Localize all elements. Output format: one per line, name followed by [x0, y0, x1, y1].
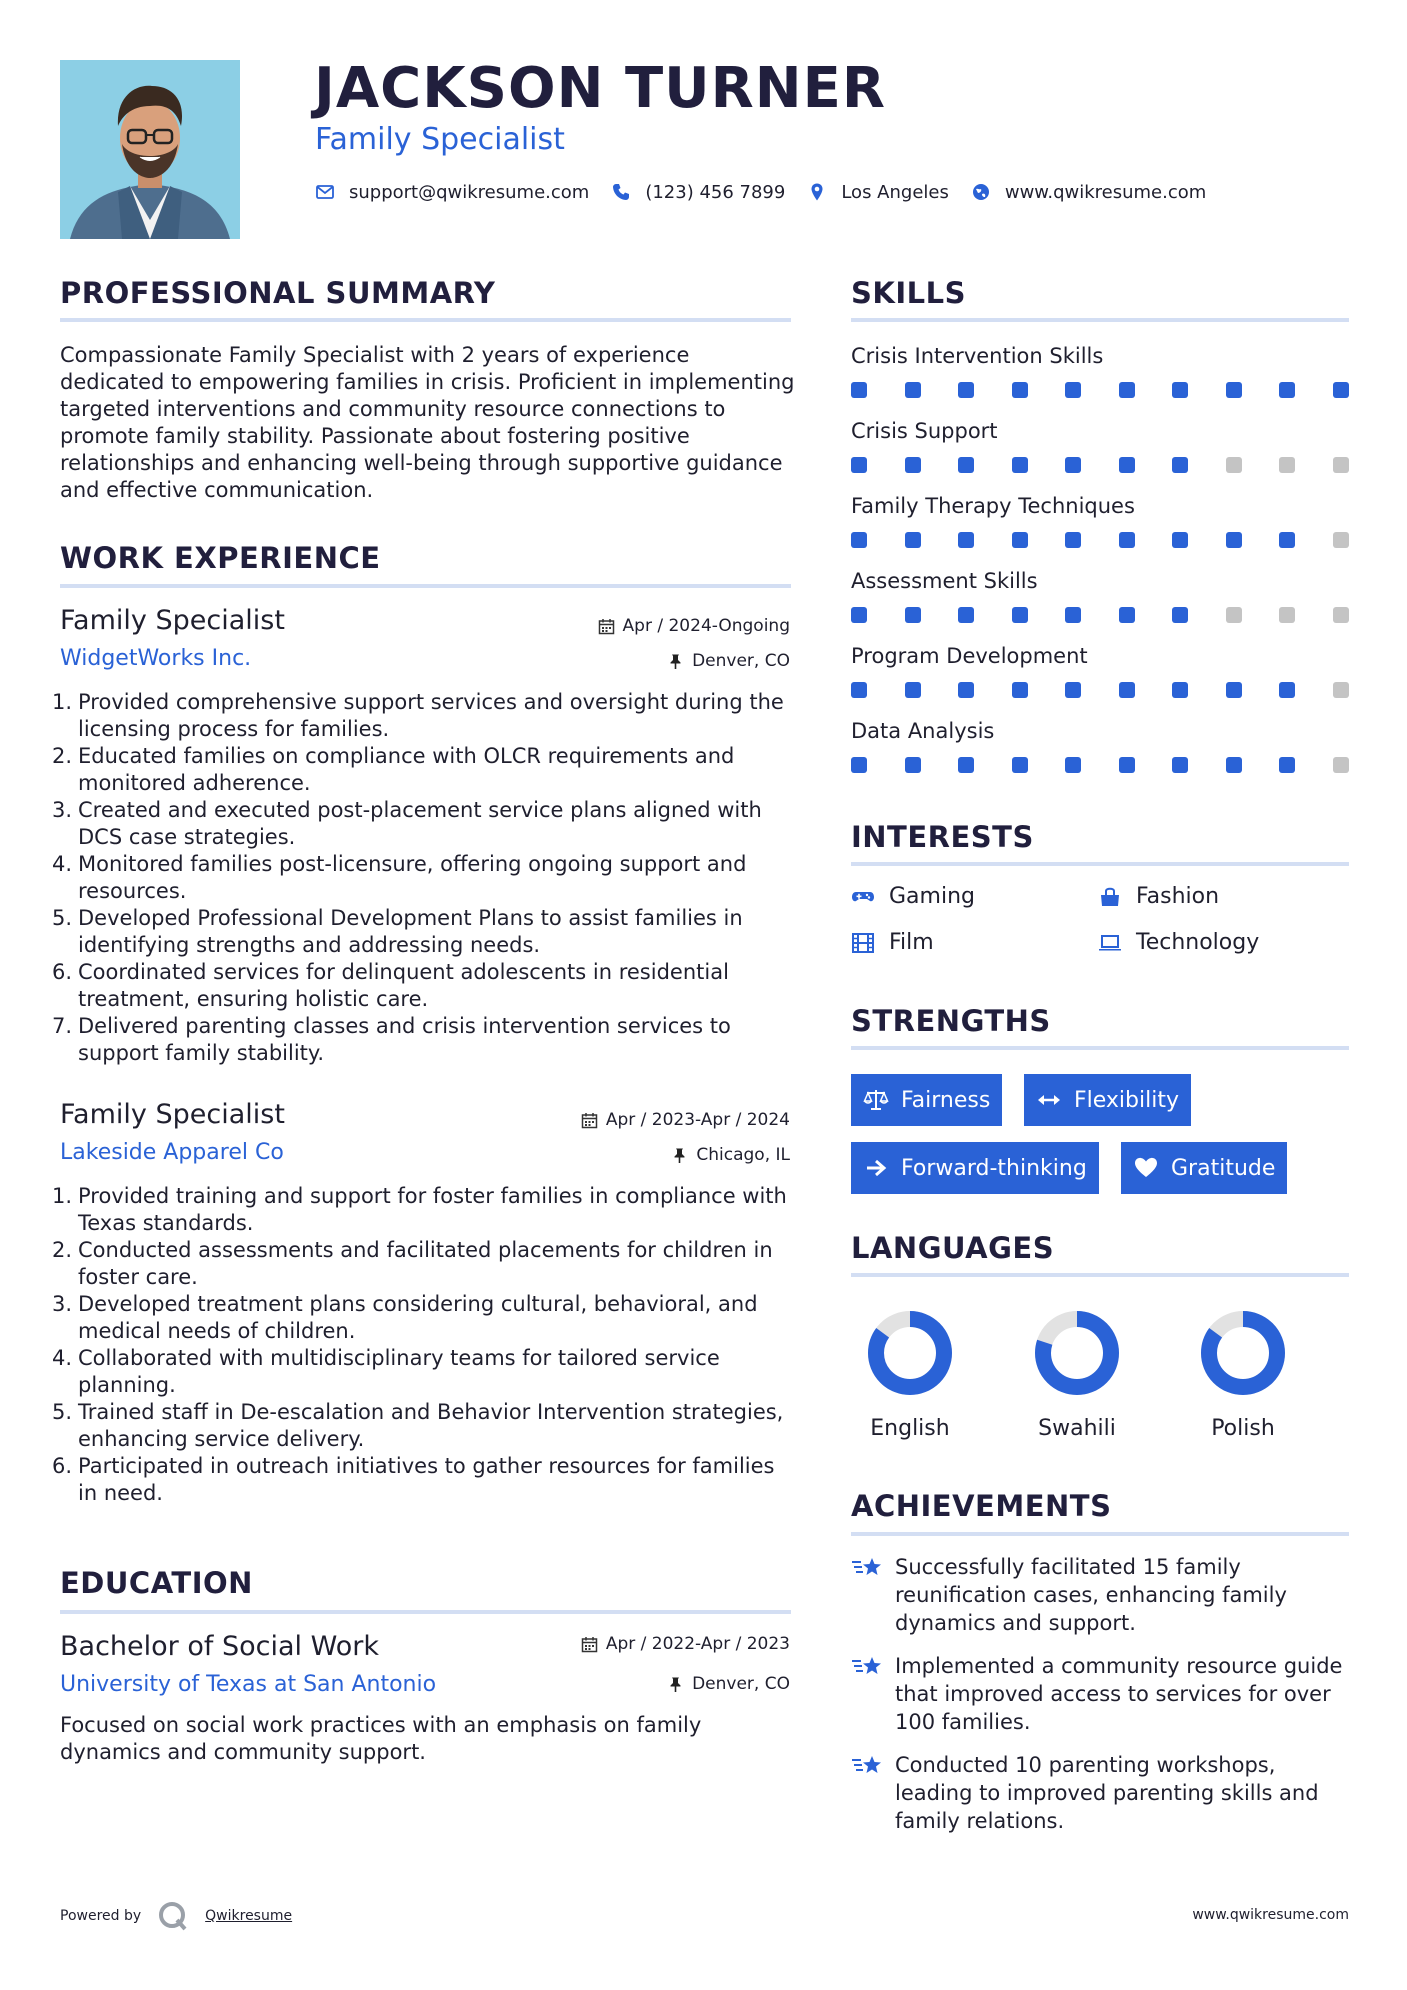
skill-dot-filled	[958, 457, 974, 473]
footer-url[interactable]: www.qwikresume.com	[1192, 1907, 1349, 1923]
summary-heading: PROFESSIONAL SUMMARY	[60, 276, 496, 310]
strength-badge: Fairness	[851, 1074, 1002, 1126]
skill-name: Program Development	[851, 644, 1088, 668]
laptop-icon	[1098, 931, 1122, 955]
skill-dot-filled	[1065, 757, 1081, 773]
skill-dot-empty	[1333, 532, 1349, 548]
gamepad-icon	[851, 885, 875, 909]
education-description: Focused on social work practices with an emphasis on family dynamics and community support.	[60, 1713, 702, 1764]
skill-dot-filled	[851, 682, 867, 698]
skill-name: Assessment Skills	[851, 569, 1038, 593]
profile-photo	[60, 60, 240, 239]
skill-dot-filled	[905, 382, 921, 398]
skill-dot-filled	[1012, 757, 1028, 773]
skill-dot-filled	[851, 457, 867, 473]
candidate-role: Family Specialist	[315, 122, 565, 157]
contact-phone-text: (123) 456 7899	[645, 181, 786, 203]
job-2-location	[671, 1145, 790, 1165]
skill-dot-filled	[1119, 457, 1135, 473]
skill-name: Family Therapy Techniques	[851, 494, 1135, 518]
contact-website[interactable]	[971, 182, 1206, 203]
job-2-date	[581, 1110, 790, 1130]
list-item: 3. Created and executed post-placement service plans aligned with DCS case strategies.	[52, 798, 762, 849]
skill-dot-filled	[1172, 757, 1188, 773]
job-1-location-text: Denver, CO	[692, 651, 790, 671]
list-item: 4. Collaborated with multidisciplinary teams for tailored service planning.	[52, 1346, 720, 1397]
skill-dot-filled	[1279, 532, 1295, 548]
skill-rating	[851, 682, 1349, 700]
education-date-text: Apr / 2022-Apr / 2023	[605, 1634, 790, 1654]
skills-heading: SKILLS	[851, 276, 966, 310]
interest-item: Fashion	[1098, 884, 1219, 909]
skill-dot-filled	[1279, 757, 1295, 773]
interest-item: Gaming	[851, 884, 975, 909]
skill-dot-filled	[958, 682, 974, 698]
skill-dot-filled	[958, 757, 974, 773]
list-item: 4. Monitored families post-licensure, offering ongoing support and resources.	[52, 852, 747, 903]
skills-rule	[851, 318, 1349, 322]
job-2-bullets	[52, 1183, 792, 1507]
achievement-item: Implemented a community resource guide that improved access to services for over 100 families.	[851, 1652, 1351, 1736]
interest-item: Film	[851, 930, 934, 955]
skill-name: Crisis Intervention Skills	[851, 344, 1104, 368]
shooting-star-icon	[851, 1751, 885, 1781]
skill-dot-filled	[905, 757, 921, 773]
contact-phone[interactable]	[611, 182, 785, 203]
skill-dot-filled	[851, 757, 867, 773]
interests-rule	[851, 862, 1349, 866]
skill-dot-filled	[958, 382, 974, 398]
arrow-right-icon	[863, 1155, 889, 1181]
skill-dot-filled	[1226, 532, 1242, 548]
contact-bar	[315, 178, 1228, 206]
skill-dot-filled	[958, 607, 974, 623]
strength-badge: Flexibility	[1024, 1074, 1191, 1126]
skill-dot-empty	[1279, 457, 1295, 473]
skill-dot-filled	[1279, 682, 1295, 698]
skill-dot-empty	[1333, 682, 1349, 698]
map-pin-icon	[807, 182, 827, 202]
language-label: English	[870, 1416, 950, 1441]
list-item: 6. Participated in outreach initiatives to gather resources for families in need.	[52, 1454, 775, 1505]
skill-dot-filled	[1119, 532, 1135, 548]
skill-dot-filled	[905, 607, 921, 623]
skill-rating	[851, 457, 1349, 475]
skill-dot-filled	[958, 532, 974, 548]
education-rule	[60, 1610, 791, 1614]
language-ring	[1034, 1310, 1120, 1396]
skill-dot-filled	[1279, 382, 1295, 398]
achievements-heading: ACHIEVEMENTS	[851, 1489, 1112, 1523]
education-degree: Bachelor of Social Work	[60, 1631, 379, 1662]
skill-dot-filled	[1065, 382, 1081, 398]
job-1-title: Family Specialist	[60, 605, 285, 636]
skill-rating	[851, 757, 1349, 775]
skill-dot-filled	[1172, 682, 1188, 698]
job-1-company[interactable]: WidgetWorks Inc.	[60, 646, 252, 671]
balance-scale-icon	[863, 1087, 889, 1113]
language-ring	[1200, 1310, 1286, 1396]
education-school[interactable]: University of Texas at San Antonio	[60, 1672, 437, 1697]
skill-rating	[851, 532, 1349, 550]
skill-dot-filled	[1172, 532, 1188, 548]
candidate-name: JACKSON TURNER	[314, 56, 887, 121]
skill-dot-filled	[851, 382, 867, 398]
skill-dot-empty	[1226, 607, 1242, 623]
skill-dot-filled	[1172, 457, 1188, 473]
skill-dot-filled	[1065, 607, 1081, 623]
languages-heading: LANGUAGES	[851, 1231, 1055, 1265]
list-item: 6. Coordinated services for delinquent adolescents in residential treatment, ensuring holistic care.	[52, 960, 729, 1011]
calendar-icon	[581, 1636, 598, 1653]
strengths-rule	[851, 1046, 1349, 1050]
list-item: 1. Provided training and support for foster families in compliance with Texas standards.	[52, 1184, 787, 1235]
skill-rating	[851, 382, 1349, 400]
skill-dot-empty	[1333, 757, 1349, 773]
list-item: 2. Conducted assessments and facilitated placements for children in foster care.	[52, 1238, 773, 1289]
job-1-bullets	[52, 689, 792, 1067]
skill-dot-filled	[1333, 382, 1349, 398]
calendar-icon	[598, 618, 615, 635]
skill-dot-filled	[1012, 457, 1028, 473]
list-item: 3. Developed treatment plans considering cultural, behavioral, and medical needs of children.	[52, 1292, 758, 1343]
skill-dot-filled	[1012, 382, 1028, 398]
skill-dot-filled	[1172, 607, 1188, 623]
shooting-star-icon	[851, 1553, 885, 1583]
summary-text: Compassionate Family Specialist with 2 years of experience dedicated to empowering families in crisis. Proficient in implementing targeted interventions and community resource connections to promote family stability. Passionate about fostering positive relationships and enhancing well-being through supportive guidance and effective communication.	[60, 343, 795, 502]
list-item: 2. Educated families on compliance with OLCR requirements and monitored adherence.	[52, 744, 735, 795]
contact-email-text: support@qwikresume.com	[349, 181, 590, 203]
skill-dot-filled	[851, 532, 867, 548]
skill-dot-filled	[1065, 682, 1081, 698]
job-2-title: Family Specialist	[60, 1099, 285, 1130]
education-date	[581, 1634, 790, 1654]
pushpin-icon	[667, 653, 684, 670]
achievements-rule	[851, 1532, 1349, 1536]
languages-rule	[851, 1273, 1349, 1277]
shopping-bag-icon	[1098, 885, 1122, 909]
skill-dot-filled	[1119, 382, 1135, 398]
skill-dot-filled	[851, 607, 867, 623]
skill-dot-empty	[1279, 607, 1295, 623]
job-1-date-text: Apr / 2024-Ongoing	[622, 616, 790, 636]
experience-heading: WORK EXPERIENCE	[60, 541, 381, 575]
language-item	[1022, 1310, 1132, 1441]
qwikresume-link[interactable]: Qwikresume	[205, 1908, 293, 1924]
skill-dot-filled	[1119, 757, 1135, 773]
skill-dot-filled	[1172, 382, 1188, 398]
job-2-date-text: Apr / 2023-Apr / 2024	[605, 1110, 790, 1130]
pushpin-icon	[667, 1676, 684, 1693]
skill-dot-filled	[1065, 457, 1081, 473]
globe-icon	[971, 182, 991, 202]
skill-dot-filled	[905, 457, 921, 473]
education-heading: EDUCATION	[60, 1566, 253, 1600]
language-label: Swahili	[1038, 1416, 1116, 1441]
skill-dot-filled	[1012, 682, 1028, 698]
skill-dot-empty	[1333, 457, 1349, 473]
job-1-date	[598, 616, 790, 636]
shooting-star-icon	[851, 1652, 885, 1682]
contact-email[interactable]	[315, 182, 589, 203]
phone-icon	[611, 182, 631, 202]
heart-icon	[1133, 1155, 1159, 1181]
interest-item: Technology	[1098, 930, 1259, 955]
contact-website-text: www.qwikresume.com	[1004, 181, 1207, 203]
skill-dot-filled	[1226, 682, 1242, 698]
strengths-heading: STRENGTHS	[851, 1004, 1051, 1038]
language-item	[855, 1310, 965, 1441]
language-label: Polish	[1211, 1416, 1275, 1441]
footer-powered-by	[60, 1900, 292, 1932]
skill-dot-filled	[1119, 682, 1135, 698]
skill-dot-filled	[1012, 607, 1028, 623]
skill-dot-filled	[1065, 532, 1081, 548]
qwikresume-logo	[157, 1900, 189, 1932]
arrows-horizontal-icon	[1036, 1087, 1062, 1113]
education-location-text: Denver, CO	[692, 1674, 790, 1694]
skill-dot-filled	[1119, 607, 1135, 623]
list-item: 5. Trained staff in De-escalation and Behavior Intervention strategies, enhancing service delivery.	[52, 1400, 784, 1451]
list-item: 7. Delivered parenting classes and crisis intervention services to support family stability.	[52, 1014, 731, 1065]
skill-dot-filled	[905, 682, 921, 698]
envelope-icon	[315, 182, 335, 202]
list-item: 5. Developed Professional Development Plans to assist families in identifying strengths and addressing needs.	[52, 906, 743, 957]
job-1-location	[667, 651, 790, 671]
contact-location-text: Los Angeles	[841, 181, 949, 203]
language-ring	[867, 1310, 953, 1396]
experience-rule	[60, 584, 791, 588]
job-2-location-text: Chicago, IL	[696, 1145, 790, 1165]
interests-heading: INTERESTS	[851, 820, 1034, 854]
contact-location	[807, 182, 949, 203]
achievement-item: Successfully facilitated 15 family reunification cases, enhancing family dynamics and support.	[851, 1553, 1351, 1637]
summary-rule	[60, 318, 791, 322]
skill-dot-filled	[1012, 532, 1028, 548]
skill-name: Data Analysis	[851, 719, 995, 743]
skill-dot-filled	[1226, 757, 1242, 773]
skill-dot-empty	[1333, 607, 1349, 623]
pushpin-icon	[671, 1147, 688, 1164]
calendar-icon	[581, 1112, 598, 1129]
skill-dot-filled	[1226, 382, 1242, 398]
skill-name: Crisis Support	[851, 419, 998, 443]
language-item	[1188, 1310, 1298, 1441]
powered-by-label: Powered by	[60, 1908, 142, 1924]
skill-dot-empty	[1226, 457, 1242, 473]
strength-badge: Forward-thinking	[851, 1142, 1099, 1194]
education-location	[667, 1674, 790, 1694]
achievement-item: Conducted 10 parenting workshops, leading to improved parenting skills and family relations.	[851, 1751, 1351, 1835]
list-item: 1. Provided comprehensive support services and oversight during the licensing process for families.	[52, 690, 784, 741]
film-icon	[851, 931, 875, 955]
strength-badge: Gratitude	[1121, 1142, 1287, 1194]
skill-dot-filled	[905, 532, 921, 548]
job-2-company[interactable]: Lakeside Apparel Co	[60, 1140, 284, 1165]
skill-rating	[851, 607, 1349, 625]
